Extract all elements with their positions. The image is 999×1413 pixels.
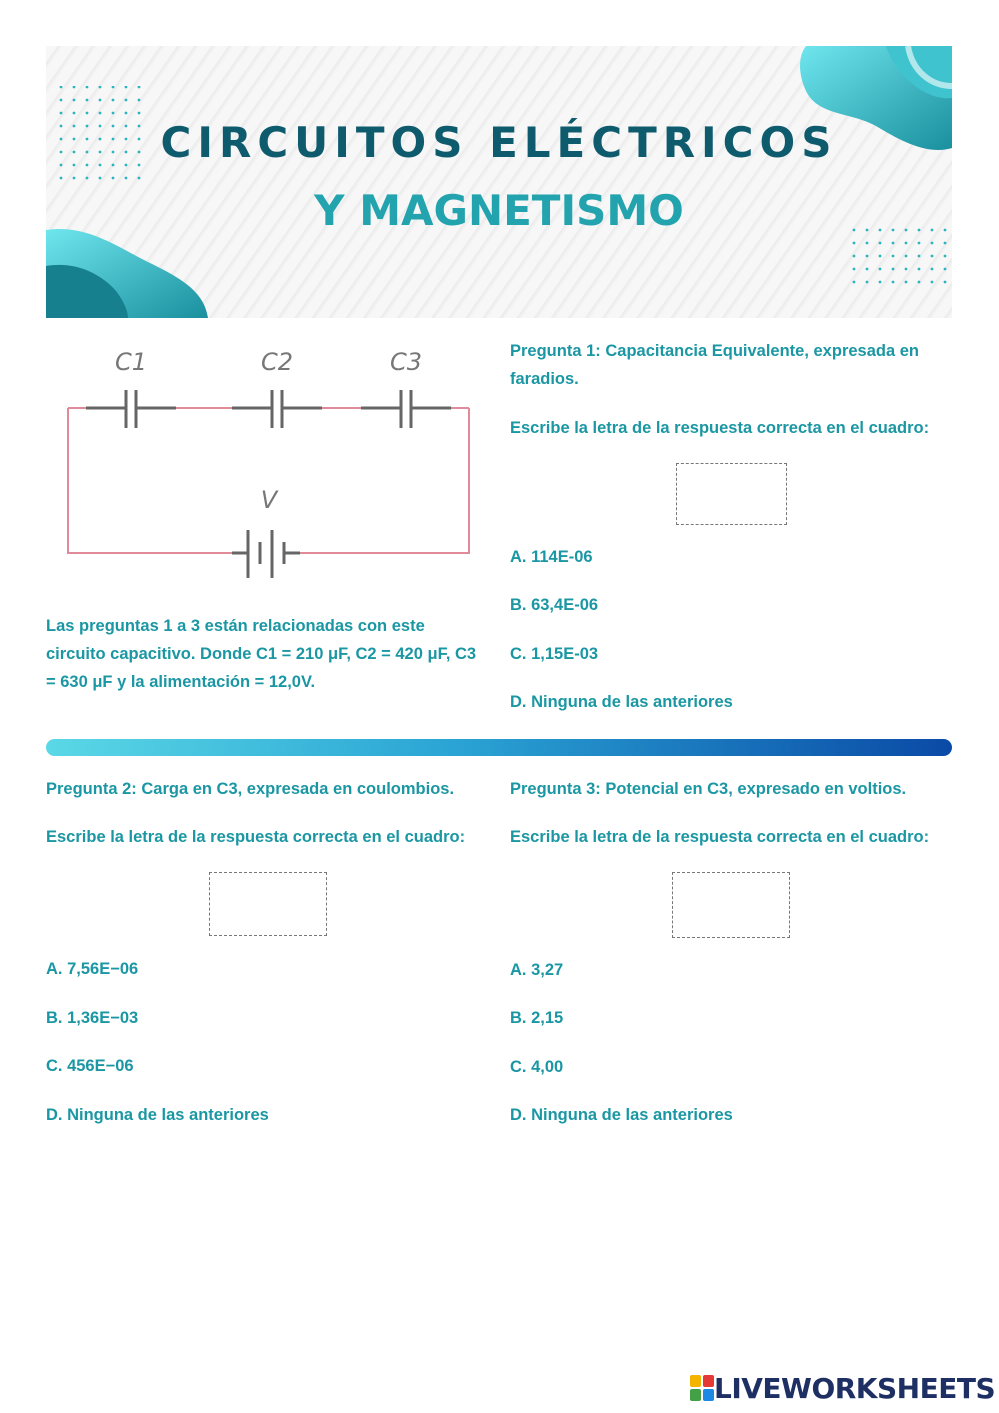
question-3-option-a: A. 3,27 bbox=[510, 961, 564, 979]
question-2-option-b: B. 1,36E−03 bbox=[46, 1009, 139, 1027]
label-c2: C2 bbox=[260, 348, 294, 376]
header-banner bbox=[46, 46, 952, 318]
question-1-title: Pregunta 1: Capacitancia Equivalente, expresada en faradios. bbox=[510, 342, 919, 388]
circuit-diagram bbox=[56, 340, 486, 590]
question-3-option-b: B. 2,15 bbox=[510, 1009, 564, 1027]
question-2-option-a: A. 7,56E−06 bbox=[46, 960, 139, 978]
banner-decoration bbox=[46, 46, 952, 318]
intro-text: Las preguntas 1 a 3 están relacionadas con este circuito capacitivo. Donde C1 = 210 μF, C2 = 420 μF, C3 = 630 μF y la alimentación = 12,0V. bbox=[46, 617, 477, 691]
question-2-answer-input[interactable] bbox=[209, 872, 327, 936]
question-1-answer-input[interactable] bbox=[676, 463, 787, 525]
question-3-option-c: C. 4,00 bbox=[510, 1058, 564, 1076]
logo-badge-icon bbox=[690, 1375, 714, 1401]
label-c3: C3 bbox=[389, 348, 423, 376]
circuit-wire bbox=[68, 408, 232, 553]
capacitor-c3 bbox=[361, 390, 451, 428]
battery-source bbox=[232, 530, 300, 578]
circuit-wire bbox=[300, 408, 469, 553]
capacitor-c2 bbox=[232, 390, 322, 428]
question-1-option-d: D. Ninguna de las anteriores bbox=[510, 693, 733, 711]
question-2-option-c: C. 456E−06 bbox=[46, 1057, 134, 1075]
question-1-option-c: C. 1,15E-03 bbox=[510, 645, 599, 663]
question-3-instruction: Escribe la letra de la respuesta correcta en el cuadro: bbox=[510, 828, 930, 846]
page-title: CIRCUITOS ELÉCTRICOS bbox=[160, 118, 838, 167]
question-2-option-d: D. Ninguna de las anteriores bbox=[46, 1106, 269, 1124]
question-1-option-b: B. 63,4E-06 bbox=[510, 596, 599, 614]
section-divider bbox=[46, 739, 952, 756]
question-3-answer-input[interactable] bbox=[672, 872, 790, 938]
question-3-title: Pregunta 3: Potencial en C3, expresado en voltios. bbox=[510, 780, 907, 798]
question-1-instruction: Escribe la letra de la respuesta correcta en el cuadro: bbox=[510, 419, 930, 437]
label-v: V bbox=[260, 486, 278, 514]
capacitor-c1 bbox=[86, 390, 176, 428]
label-c1: C1 bbox=[114, 348, 148, 376]
question-1-option-a: A. 114E-06 bbox=[510, 548, 593, 566]
question-3-option-d: D. Ninguna de las anteriores bbox=[510, 1106, 733, 1124]
liveworksheets-logo[interactable] bbox=[690, 1372, 995, 1404]
logo-text: LIVEWORKSHEETS bbox=[714, 1371, 996, 1405]
page-subtitle: Y MAGNETISMO bbox=[314, 186, 684, 235]
question-2-instruction: Escribe la letra de la respuesta correcta en el cuadro: bbox=[46, 828, 466, 846]
question-2-title: Pregunta 2: Carga en C3, expresada en coulombios. bbox=[46, 780, 455, 798]
